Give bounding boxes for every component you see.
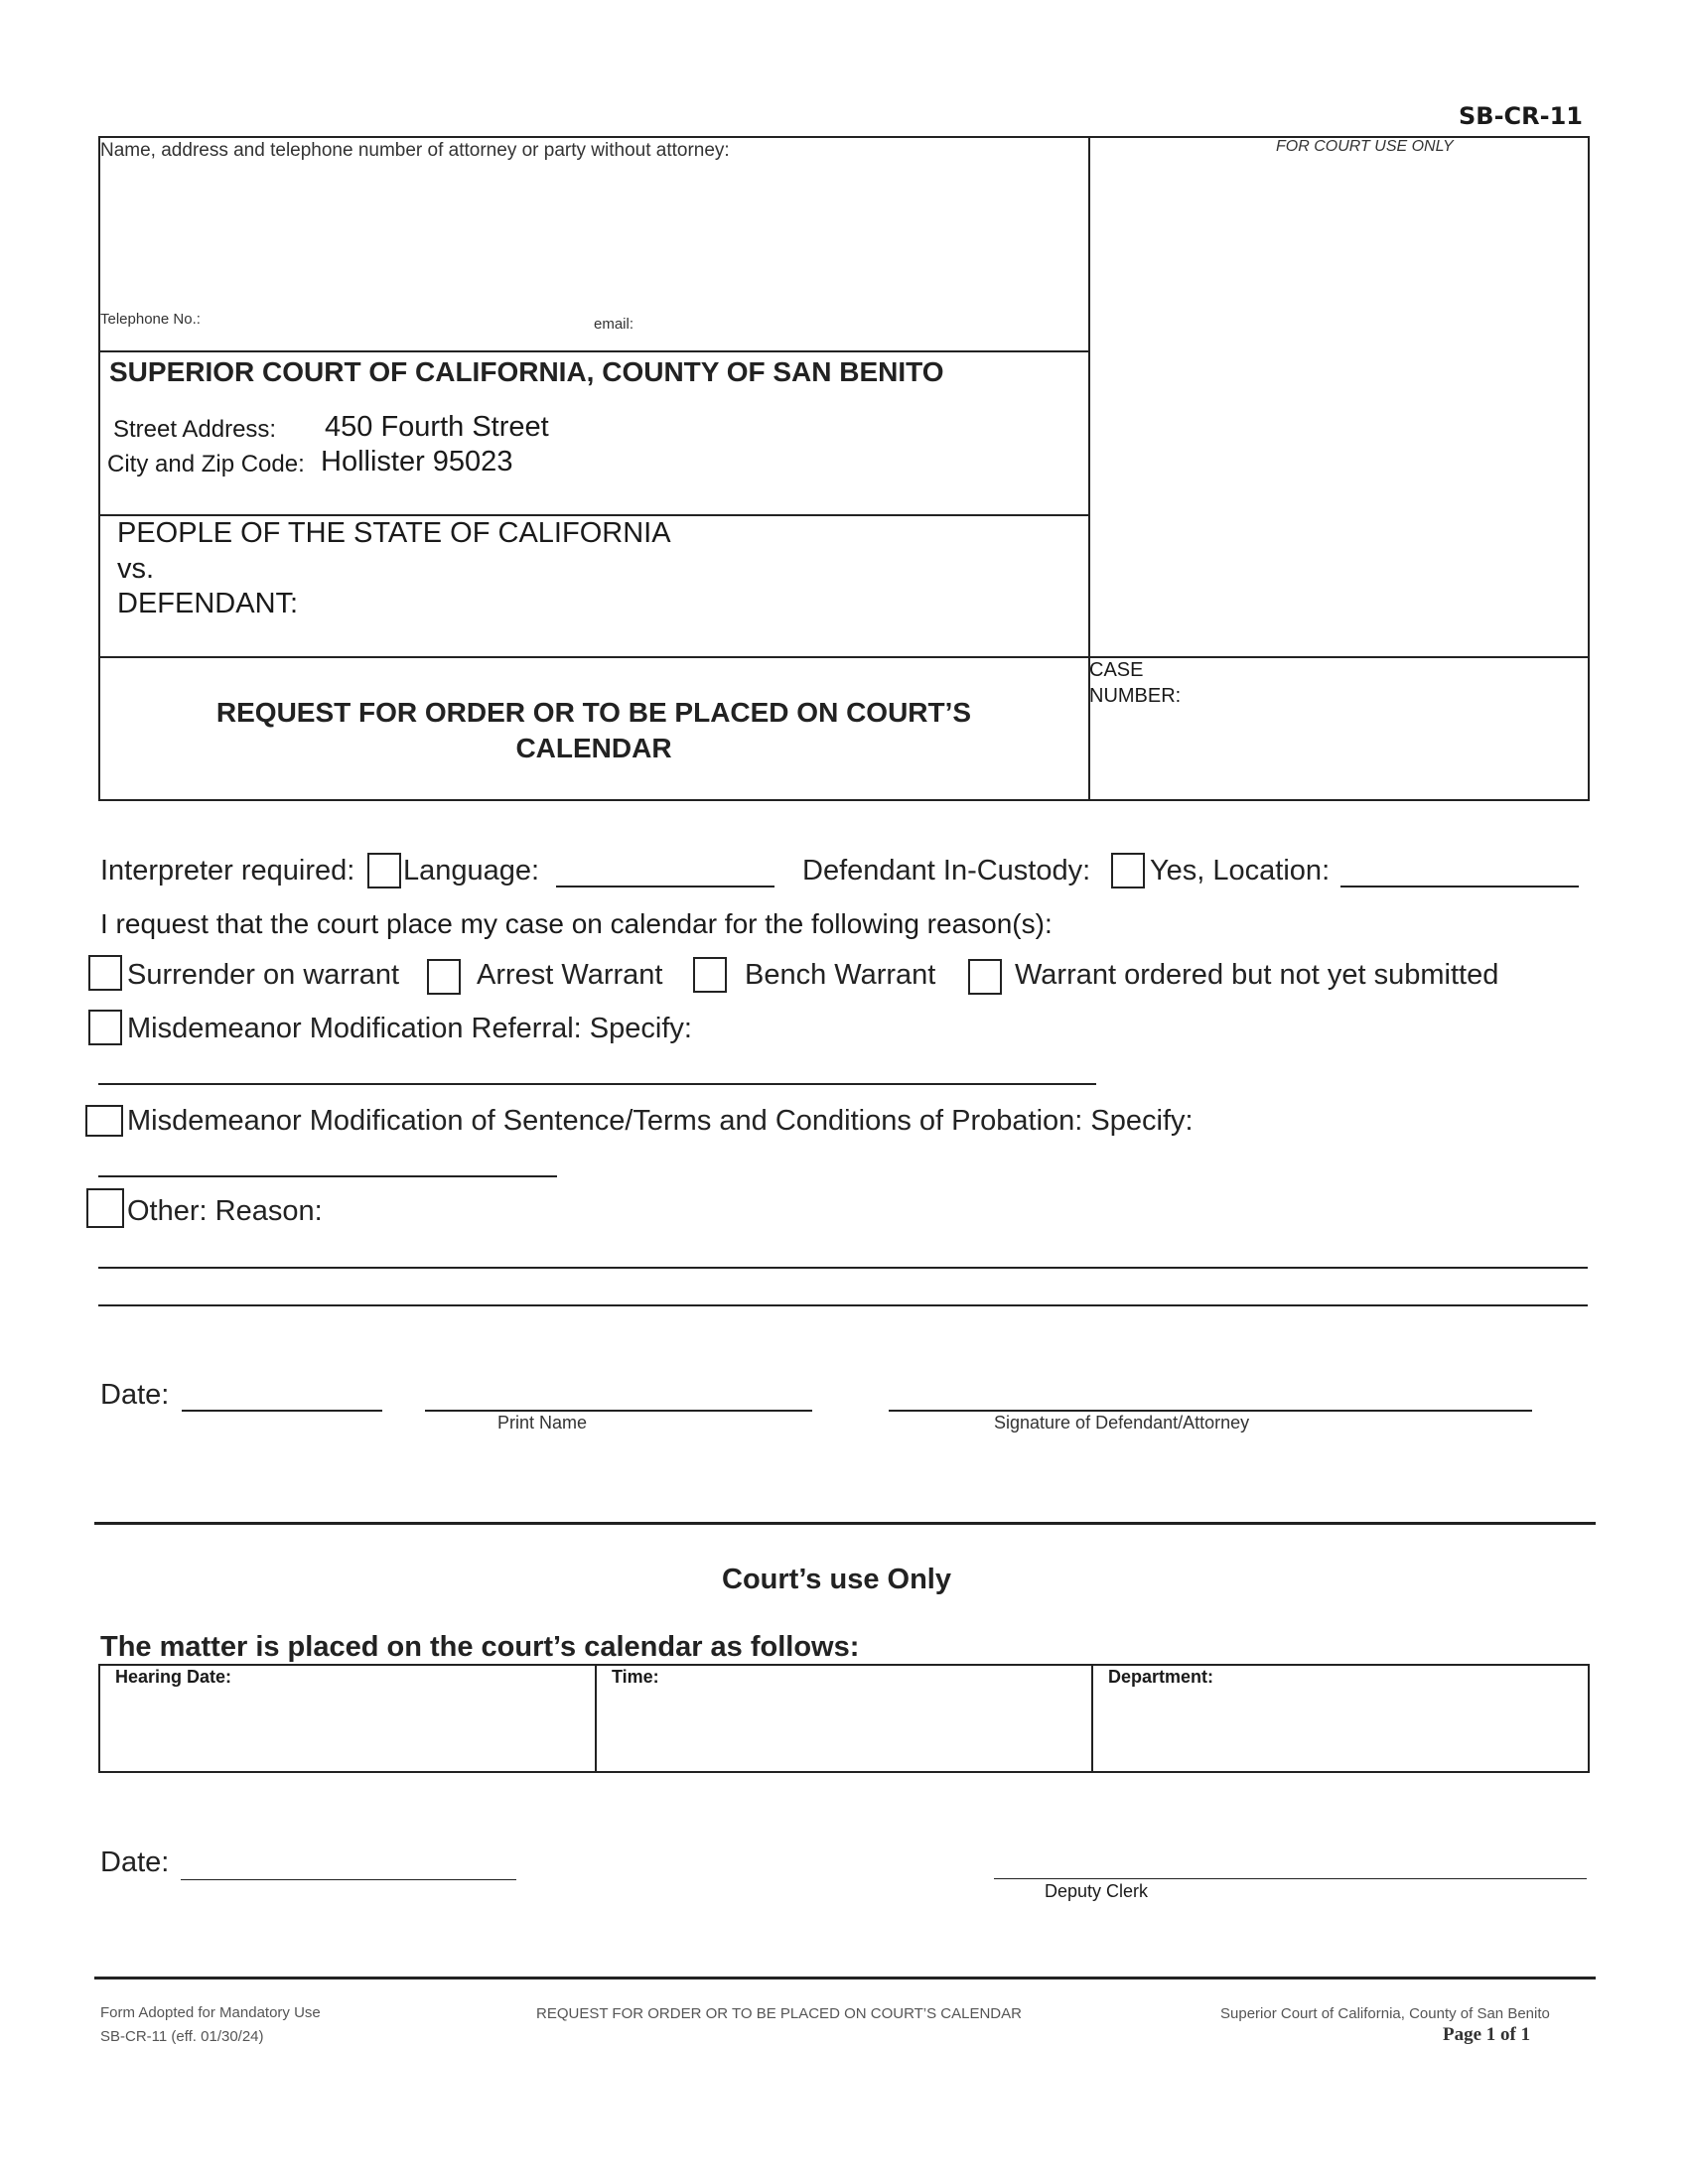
print-name-label: Print Name — [497, 1413, 588, 1433]
court-use-separator — [94, 1522, 1596, 1525]
email-label: email: — [594, 316, 634, 333]
arrest-warrant-label: Arrest Warrant — [477, 959, 663, 991]
defendant-label: DEFENDANT: — [117, 588, 299, 619]
footer-page-number: Page 1 of 1 — [1443, 2024, 1531, 2045]
interpreter-checkbox[interactable] — [367, 853, 401, 888]
title-row-divider — [98, 656, 1590, 658]
street-address-value: 450 Fourth Street — [325, 411, 549, 443]
misdemeanor-sentence-field[interactable] — [98, 1175, 557, 1177]
deputy-clerk-label: Deputy Clerk — [1045, 1881, 1149, 1901]
hearing-table-divider-1 — [595, 1664, 597, 1773]
court-date-label: Date: — [100, 1846, 170, 1878]
attorney-section-divider — [98, 350, 1089, 352]
case-number-label-1: CASE — [1089, 659, 1144, 681]
department-label: Department: — [1108, 1667, 1214, 1687]
yes-location-label: Yes, Location: — [1150, 855, 1331, 887]
footer-separator — [94, 1977, 1596, 1979]
hearing-date-input[interactable] — [109, 1698, 590, 1759]
attorney-label: Name, address and telephone number of attorney or party without attorney: — [100, 140, 730, 161]
city-zip-label: City and Zip Code: — [107, 451, 305, 478]
matter-placed-text: The matter is placed on the court’s calendar as follows: — [100, 1631, 860, 1663]
plaintiff-name: PEOPLE OF THE STATE OF CALIFORNIA — [117, 517, 671, 549]
court-use-heading: Court’s use Only — [722, 1564, 951, 1595]
warrant-ordered-label: Warrant ordered but not yet submitted — [1015, 959, 1499, 991]
arrest-warrant-checkbox[interactable] — [427, 959, 461, 995]
court-use-only-label: FOR COURT USE ONLY — [1276, 138, 1454, 155]
street-address-label: Street Address: — [113, 416, 277, 443]
location-field[interactable] — [1340, 886, 1579, 887]
custody-checkbox[interactable] — [1111, 853, 1145, 888]
misdemeanor-referral-field[interactable] — [98, 1083, 1096, 1085]
form-title — [98, 695, 1089, 766]
language-label: Language: — [403, 855, 540, 887]
court-date-field[interactable] — [181, 1879, 516, 1880]
department-input[interactable] — [1102, 1698, 1583, 1759]
signature-field[interactable] — [889, 1410, 1532, 1412]
footer-form-code: SB-CR-11 (eff. 01/30/24) — [100, 2028, 264, 2045]
misdemeanor-sentence-checkbox[interactable] — [85, 1105, 123, 1137]
other-reason-field-2[interactable] — [98, 1304, 1588, 1306]
interpreter-label: Interpreter required: — [100, 855, 355, 887]
date-label: Date: — [100, 1379, 170, 1411]
form-title-line1: REQUEST FOR ORDER OR TO BE PLACED ON COURT’S — [215, 697, 972, 728]
footer-court-name: Superior Court of California, County of San Benito — [1220, 2005, 1550, 2022]
other-reason-field-1[interactable] — [98, 1267, 1588, 1269]
other-checkbox[interactable] — [86, 1188, 124, 1228]
language-field[interactable] — [556, 886, 774, 887]
surrender-checkbox[interactable] — [88, 955, 122, 991]
case-number-input[interactable] — [1102, 715, 1583, 786]
misdemeanor-referral-checkbox[interactable] — [88, 1010, 122, 1045]
bench-warrant-checkbox[interactable] — [693, 957, 727, 993]
misdemeanor-sentence-label: Misdemeanor Modification of Sentence/Terms and Conditions of Probation: Specify: — [127, 1105, 1194, 1137]
other-reason-label: Other: Reason: — [127, 1195, 323, 1227]
request-intro: I request that the court place my case on calendar for the following reason(s): — [100, 908, 1053, 939]
form-id: SB-CR-11 — [1459, 102, 1583, 130]
bench-warrant-label: Bench Warrant — [745, 959, 936, 991]
time-label: Time: — [612, 1667, 659, 1687]
hearing-table-divider-2 — [1091, 1664, 1093, 1773]
date-field[interactable] — [182, 1410, 382, 1412]
misdemeanor-referral-label: Misdemeanor Modification Referral: Specify: — [127, 1013, 692, 1044]
warrant-ordered-checkbox[interactable] — [968, 959, 1002, 995]
time-input[interactable] — [606, 1698, 1086, 1759]
attorney-info-input[interactable] — [103, 169, 1080, 310]
vs-label: vs. — [117, 553, 155, 585]
footer-form-title: REQUEST FOR ORDER OR TO BE PLACED ON COURT’S CALENDAR — [536, 2005, 1022, 2022]
hearing-date-label: Hearing Date: — [115, 1667, 232, 1687]
signature-label: Signature of Defendant/Attorney — [994, 1413, 1250, 1433]
custody-label: Defendant In-Custody: — [802, 855, 1091, 887]
footer-mandatory-use: Form Adopted for Mandatory Use — [100, 2004, 321, 2021]
court-name: SUPERIOR COURT OF CALIFORNIA, COUNTY OF SAN BENITO — [109, 356, 944, 387]
court-section-divider — [98, 514, 1089, 516]
surrender-label: Surrender on warrant — [127, 959, 400, 991]
city-zip-value: Hollister 95023 — [321, 446, 513, 478]
deputy-clerk-field[interactable] — [994, 1878, 1587, 1879]
print-name-field[interactable] — [425, 1410, 812, 1412]
defendant-input[interactable] — [318, 588, 1076, 623]
form-title-line2: CALENDAR — [515, 733, 672, 763]
telephone-label: Telephone No.: — [100, 311, 201, 328]
case-number-label-2: NUMBER: — [1089, 685, 1182, 707]
